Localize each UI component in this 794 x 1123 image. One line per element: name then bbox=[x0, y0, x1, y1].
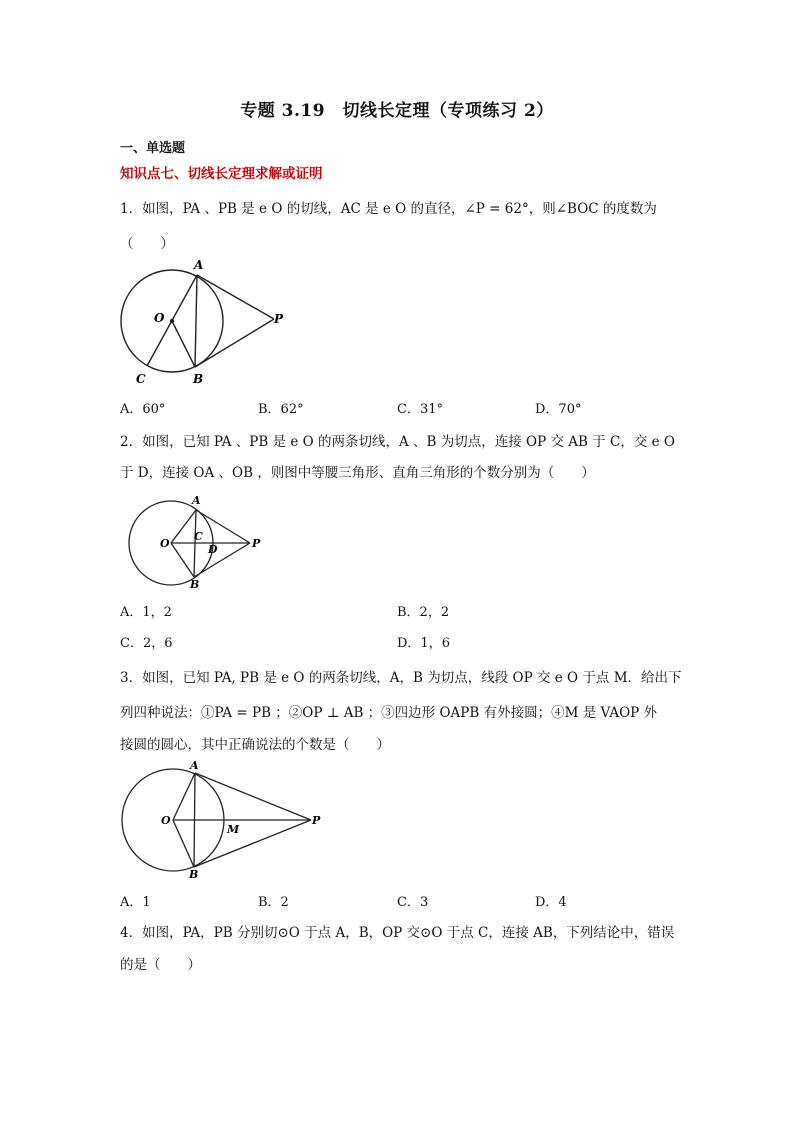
q1-segment-ob bbox=[172, 321, 195, 367]
q3-label-a: A bbox=[190, 759, 199, 772]
q1-label-o: O bbox=[154, 311, 165, 325]
q3-segment-oa bbox=[173, 773, 195, 820]
section-heading: 一、单选题 bbox=[120, 141, 186, 156]
q3-label-p: P bbox=[312, 814, 321, 827]
question-1-line-2: （ ） bbox=[120, 236, 174, 252]
q2-label-a: A bbox=[192, 494, 201, 507]
q1-label-a: A bbox=[194, 258, 204, 272]
q1-center-dot bbox=[170, 319, 174, 323]
page-title: 专题 3.19 切线长定理（专项练习 2） bbox=[240, 101, 554, 121]
question-3-line-2: 列四种说法：①PA = PB ；②OP ⊥ AB ；③四边形 OAPB 有外接圆；④M 是 VAOP 外 bbox=[120, 705, 658, 721]
question-3-line-3: 接圆的圆心，其中正确说法的个数是（ ） bbox=[120, 737, 390, 753]
q1-tangent-pb bbox=[195, 319, 274, 367]
question-3-figure bbox=[115, 758, 330, 883]
q2-tangent-pa bbox=[196, 510, 250, 543]
question-1-line-1: 1．如图，PA 、PB 是 e O 的切线，AC 是 e O 的直径，∠P = 62°，则∠BOC 的度数为 bbox=[120, 201, 657, 217]
q2-label-o: O bbox=[160, 537, 170, 550]
question-2-figure bbox=[118, 490, 268, 590]
question-1-option-c[interactable]: C．31° bbox=[397, 402, 443, 417]
q2-label-c: C bbox=[194, 530, 203, 543]
q3-segment-ob bbox=[173, 820, 194, 867]
question-4-line-1: 4．如图，PA，PB 分别切⊙O 于点 A，B，OP 交⊙O 于点 C，连接 AB，下列结论中，错误 bbox=[120, 925, 675, 941]
q3-label-b: B bbox=[189, 868, 199, 881]
q3-tangent-pb bbox=[194, 820, 311, 867]
q3-label-o: O bbox=[161, 814, 171, 827]
question-3-option-c[interactable]: C．3 bbox=[397, 895, 429, 910]
question-2-line-2: 于 D，连接 OA 、OB ，则图中等腰三角形、直角三角形的个数分别为（ ） bbox=[120, 465, 595, 481]
question-1-option-d[interactable]: D．70° bbox=[535, 402, 582, 417]
q3-tangent-pa bbox=[195, 773, 311, 820]
q2-segment-oa bbox=[171, 510, 196, 543]
question-2-option-c[interactable]: C．2，6 bbox=[120, 636, 173, 651]
q1-segment-ab bbox=[195, 275, 197, 367]
q2-label-p: P bbox=[252, 537, 261, 550]
q1-label-b: B bbox=[193, 372, 204, 386]
question-3-option-a[interactable]: A．1 bbox=[120, 895, 151, 910]
question-3-option-d[interactable]: D．4 bbox=[535, 895, 567, 910]
question-4-line-2: 的是（ ） bbox=[120, 957, 201, 973]
question-1-option-a[interactable]: A．60° bbox=[120, 402, 166, 417]
question-2-line-1: 2．如图，已知 PA 、PB 是 e O 的两条切线，A 、B 为切点，连接 OP 交 AB 于 C，交 e O bbox=[120, 434, 675, 450]
q1-label-c: C bbox=[136, 372, 146, 386]
knowledge-point-heading: 知识点七、切线长定理求解或证明 bbox=[120, 166, 323, 182]
question-1-figure bbox=[112, 255, 297, 390]
q2-label-d: D bbox=[208, 543, 218, 556]
q2-tangent-pb bbox=[194, 543, 250, 577]
question-3-line-1: 3．如图，已知 PA, PB 是 e O 的两条切线，A，B 为切点，线段 OP 交 e O 于点 M．给出下 bbox=[120, 670, 682, 686]
q1-tangent-pa bbox=[197, 275, 274, 319]
question-2-option-b[interactable]: B．2，2 bbox=[397, 605, 450, 620]
q3-label-m: M bbox=[227, 823, 240, 836]
q3-segment-ab bbox=[194, 773, 195, 867]
question-2-option-d[interactable]: D．1，6 bbox=[397, 636, 450, 651]
question-3-option-b[interactable]: B．2 bbox=[258, 895, 289, 910]
q1-label-p: P bbox=[274, 312, 284, 326]
q2-segment-ob bbox=[171, 543, 194, 577]
question-1-option-b[interactable]: B．62° bbox=[258, 402, 304, 417]
question-2-option-a[interactable]: A．1，2 bbox=[120, 605, 172, 620]
q2-label-b: B bbox=[190, 578, 200, 590]
